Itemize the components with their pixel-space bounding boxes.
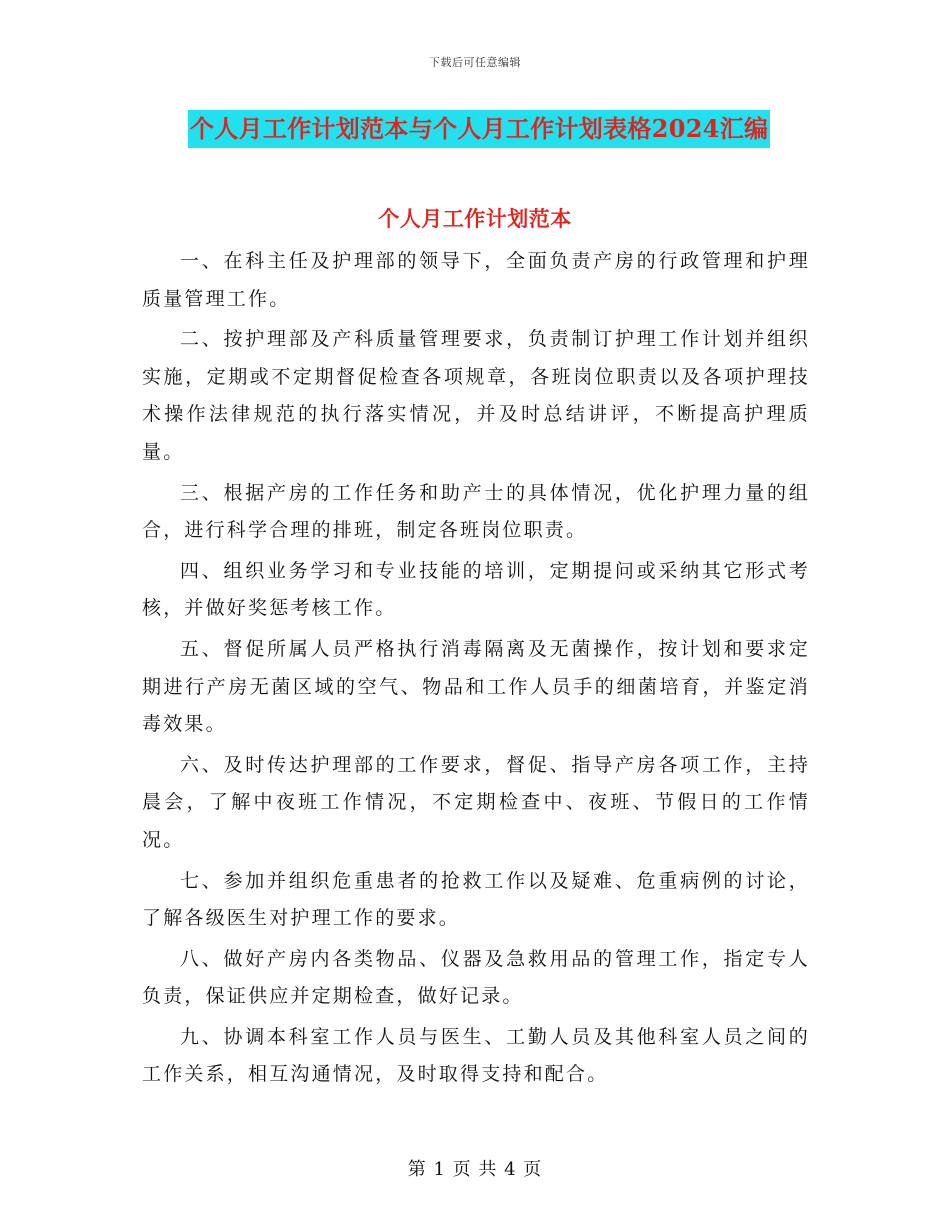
document-title: 个人月工作计划范本与个人月工作计划表格2024汇编	[188, 110, 770, 148]
page-indicator: 第 1 页 共 4 页	[407, 1159, 543, 1180]
body-text	[142, 243, 810, 1097]
paragraph-4: 四、组织业务学习和专业技能的培训，定期提问或采纳其它形式考核，并做好奖惩考核工作。	[142, 559, 810, 620]
paragraph-2: 二、按护理部及产科质量管理要求，负责制订护理工作计划并组织实施，定期或不定期督促检查各项规章，各班岗位职责以及各项护理技术操作法律规范的执行落实情况，并及时总结讲评，不断提高护理质量。	[142, 328, 810, 463]
paragraph-7: 七、参加并组织危重患者的抢救工作以及疑难、危重病例的讨论，了解各级医生对护理工作的要求。	[142, 869, 810, 930]
paragraph-3: 三、根据产房的工作任务和助产士的具体情况，优化护理力量的组合，进行科学合理的排班，制定各班岗位职责。	[142, 481, 810, 542]
paragraph-9: 九、协调本科室工作人员与医生、工勤人员及其他科室人员之间的工作关系，相互沟通情况，及时取得支持和配合。	[142, 1025, 810, 1086]
paragraph-6: 六、及时传达护理部的工作要求，督促、指导产房各项工作，主持晨会，了解中夜班工作情况，不定期检查中、夜班、节假日的工作情况。	[142, 753, 810, 851]
section-heading: 个人月工作计划范本	[378, 206, 572, 231]
header-note: 下载后可任意编辑	[429, 56, 521, 69]
paragraph-1: 一、在科主任及护理部的领导下，全面负责产房的行政管理和护理质量管理工作。	[142, 250, 810, 310]
paragraph-8: 八、做好产房内各类物品、仪器及急救用品的管理工作，指定专人负责，保证供应并定期检查，做好记录。	[142, 947, 810, 1008]
paragraph-5: 五、督促所属人员严格执行消毒隔离及无菌操作，按计划和要求定期进行产房无菌区域的空气、物品和工作人员手的细菌培育，并鉴定消毒效果。	[142, 637, 810, 736]
